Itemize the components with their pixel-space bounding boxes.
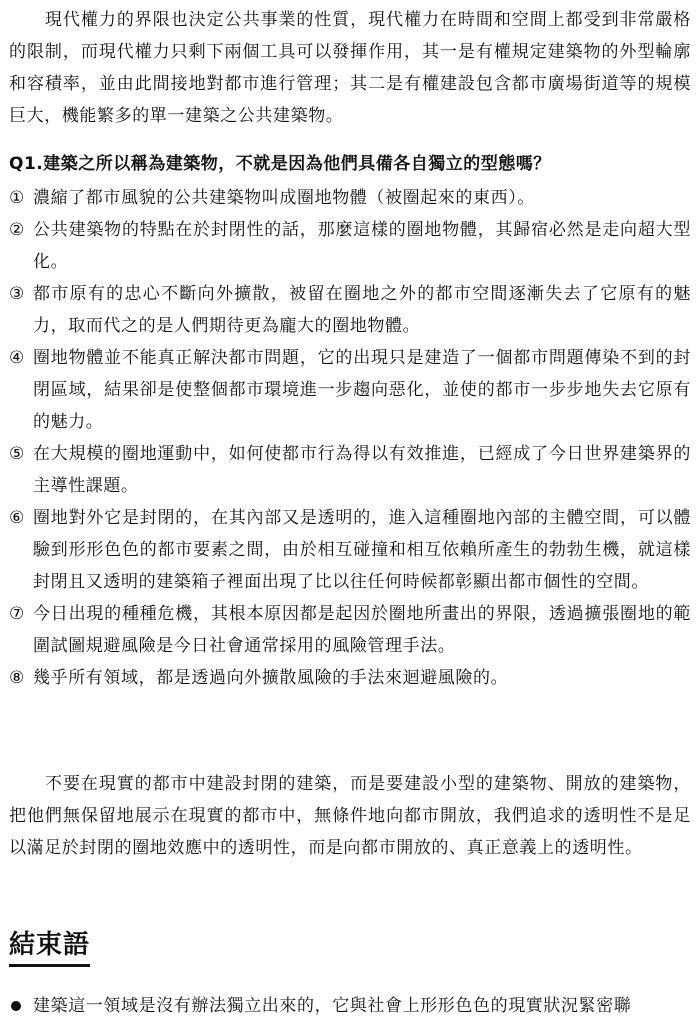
item-marker: ② [9, 220, 25, 240]
question-point-list [9, 182, 691, 694]
list-item [9, 182, 691, 214]
list-item [9, 438, 691, 502]
bullet-dot-icon [9, 990, 33, 1022]
list-item [9, 990, 691, 1022]
item-text: 今日出現的種種危機，其根本原因都是起因於圈地所畫出的界限，透過擴張圈地的範圍試圖規避風險是今日社會通常採用的風險管理手法。 [33, 604, 691, 656]
list-item [9, 278, 691, 342]
conclusion-bullet-list [9, 990, 691, 1022]
item-text: 公共建築物的特點在於封閉性的話，那麼這樣的圈地物體，其歸宿必然是走向超大型化。 [33, 220, 691, 272]
list-item [9, 342, 691, 438]
question-title: Q1.建築之所以稱為建築物，不就是因為他們具備各自獨立的型態嗎？ [9, 154, 551, 174]
item-marker: ⑧ [9, 668, 25, 688]
item-marker: ⑥ [9, 508, 25, 528]
intro-paragraph: 現代權力的界限也決定公共事業的性質，現代權力在時間和空間上都受到非常嚴格的限制，而現代權力只剩下兩個工具可以發揮作用，其一是有權規定建築物的外型輪廓和容積率，並由此間接地對都市進行管理；其二是有權建設包含都市廣場街道等的規模巨大，機能繁多的單一建築之公共建築物。 [9, 10, 691, 126]
conclusion-heading: 結束語 [9, 928, 90, 967]
item-marker: ④ [9, 348, 25, 368]
item-text: 濃縮了都市風貌的公共建築物叫成圈地物體（被圈起來的東西）。 [33, 188, 535, 208]
list-item [9, 598, 691, 662]
list-item [9, 502, 691, 598]
item-text: 都市原有的忠心不斷向外擴散，被留在圈地之外的都市空間逐漸失去了它原有的魅力，取而代之的是人們期待更為龐大的圈地物體。 [33, 284, 691, 336]
list-item [9, 214, 691, 278]
item-text: 圈地對外它是封閉的，在其內部又是透明的，進入這種圈地內部的主體空間，可以體驗到形形色色的都市要素之間，由於相互碰撞和相互依賴所產生的勃勃生機，就這樣封閉且又透明的建築箱子裡面出現了比以往任何時候都彰顯出都市個性的空間。 [33, 508, 691, 592]
item-text: 幾乎所有領域，都是透過向外擴散風險的手法來迴避風險的。 [33, 668, 509, 688]
bullet-text: 建築這一領域是沒有辦法獨立出來的，它與社會上形形色色的現實狀況緊密聯 [33, 996, 632, 1016]
item-marker: ⑤ [9, 444, 25, 464]
item-marker: ⑦ [9, 604, 25, 624]
item-text: 圈地物體並不能真正解決都市問題，它的出現只是建造了一個都市問題傳染不到的封閉區域，結果卻是使整個都市環境進一步趨向惡化，並使的都市一步步地失去它原有的魅力。 [33, 348, 691, 432]
closing-paragraph: 不要在現實的都市中建設封閉的建築，而是要建設小型的建築物、開放的建築物，把他們無保留地展示在現實的都市中，無條件地向都市開放，我們追求的透明性不是足以滿足於封閉的圈地效應中的透明性，而是向都市開放的、真正意義上的透明性。 [9, 774, 691, 858]
list-item [9, 662, 691, 694]
item-text: 在大規模的圈地運動中，如何使都市行為得以有效推進，已經成了今日世界建築界的主導性課題。 [33, 444, 691, 496]
item-marker: ① [9, 188, 25, 208]
item-marker: ③ [9, 284, 25, 304]
